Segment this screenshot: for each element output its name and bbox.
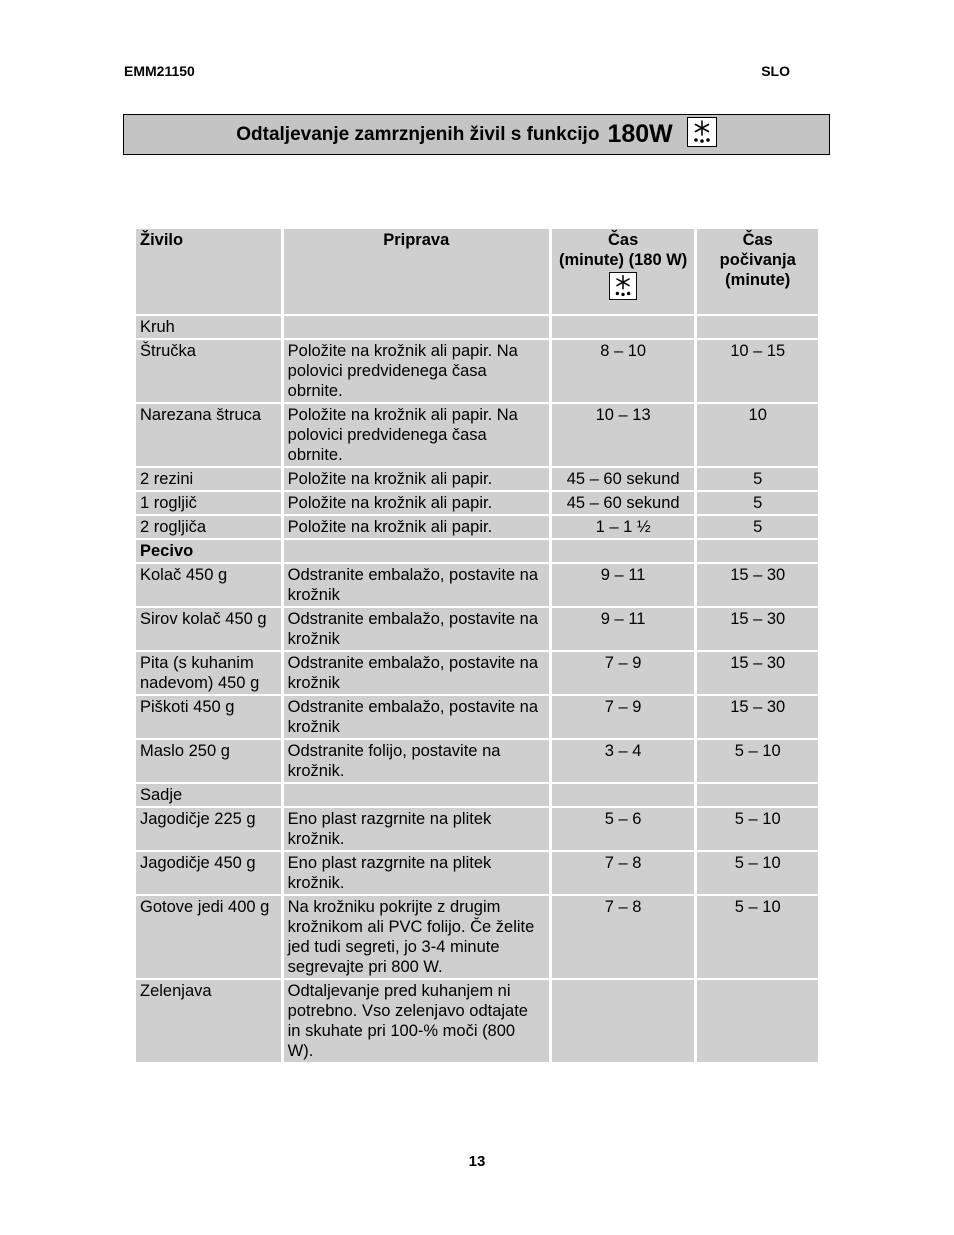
section-title-box xyxy=(123,114,830,155)
cell-food: 2 rezini xyxy=(136,468,281,490)
cell-preparation: Odstranite folijo, postavite na krožnik. xyxy=(284,740,549,782)
cell-time: 3 – 4 xyxy=(552,740,695,782)
cell-food: Pecivo xyxy=(136,540,281,562)
table-header-row xyxy=(136,229,818,314)
cell-preparation: Odstranite embalažo, postavite na krožnik xyxy=(284,608,549,650)
cell-preparation: Položite na krožnik ali papir. xyxy=(284,468,549,490)
cell-food: Kolač 450 g xyxy=(136,564,281,606)
table-row xyxy=(136,852,818,894)
cell-time xyxy=(552,784,695,806)
cell-food: 2 rogljiča xyxy=(136,516,281,538)
cell-preparation xyxy=(284,316,549,338)
cell-time xyxy=(552,980,695,1062)
cell-preparation: Odstranite embalažo, postavite na krožnik xyxy=(284,564,549,606)
cell-rest-time xyxy=(697,980,818,1062)
cell-time xyxy=(552,316,695,338)
column-header-food: Živilo xyxy=(136,229,281,314)
cell-rest-time: 15 – 30 xyxy=(697,564,818,606)
language-code: SLO xyxy=(761,63,790,79)
table-row xyxy=(136,696,818,738)
cell-preparation: Na krožniku pokrijte z drugim krožnikom ali PVC folijo. Če želite jed tudi segreti, jo 3-4 minute segrevajte pri 800 W. xyxy=(284,896,549,978)
cell-preparation: Eno plast razgrnite na plitek krožnik. xyxy=(284,808,549,850)
cell-preparation: Položite na krožnik ali papir. xyxy=(284,516,549,538)
page-number: 13 xyxy=(468,1153,486,1170)
section-title-power: 180W xyxy=(607,120,673,148)
table-row xyxy=(136,740,818,782)
cell-food: Zelenjava xyxy=(136,980,281,1062)
cell-time: 8 – 10 xyxy=(552,340,695,402)
cell-rest-time: 5 – 10 xyxy=(697,808,818,850)
cell-food: Sirov kolač 450 g xyxy=(136,608,281,650)
cell-food: Kruh xyxy=(136,316,281,338)
cell-rest-time: 5 – 10 xyxy=(697,852,818,894)
table-row xyxy=(136,896,818,978)
defrost-icon xyxy=(681,117,717,152)
table-row xyxy=(136,540,818,562)
cell-rest-time: 5 xyxy=(697,492,818,514)
cell-food: Štručka xyxy=(136,340,281,402)
table-row xyxy=(136,516,818,538)
cell-rest-time: 10 – 15 xyxy=(697,340,818,402)
cell-food: 1 rogljič xyxy=(136,492,281,514)
defrost-icon xyxy=(556,272,691,300)
column-header-time-label: Čas (minute) (180 W) xyxy=(558,231,688,269)
column-header-rest-time: Čas počivanja (minute) xyxy=(697,229,818,314)
table-row xyxy=(136,652,818,694)
cell-rest-time: 15 – 30 xyxy=(697,608,818,650)
column-header-time xyxy=(552,229,695,314)
cell-rest-time: 15 – 30 xyxy=(697,652,818,694)
cell-food: Jagodičje 450 g xyxy=(136,852,281,894)
cell-time: 45 – 60 sekund xyxy=(552,492,695,514)
cell-rest-time: 15 – 30 xyxy=(697,696,818,738)
cell-preparation: Položite na krožnik ali papir. xyxy=(284,492,549,514)
table-row xyxy=(136,316,818,338)
cell-time: 7 – 8 xyxy=(552,896,695,978)
section-title: Odtaljevanje zamrznjenih živil s funkcijo xyxy=(236,123,600,145)
cell-time: 9 – 11 xyxy=(552,564,695,606)
cell-time: 1 – 1 ½ xyxy=(552,516,695,538)
cell-food: Maslo 250 g xyxy=(136,740,281,782)
table-row xyxy=(136,340,818,402)
cell-preparation: Odstranite embalažo, postavite na krožnik xyxy=(284,652,549,694)
cell-time: 7 – 9 xyxy=(552,652,695,694)
cell-food: Narezana štruca xyxy=(136,404,281,466)
cell-food: Pita (s kuhanim nadevom) 450 g xyxy=(136,652,281,694)
cell-food: Piškoti 450 g xyxy=(136,696,281,738)
cell-time: 5 – 6 xyxy=(552,808,695,850)
cell-rest-time: 5 – 10 xyxy=(697,740,818,782)
cell-rest-time xyxy=(697,316,818,338)
cell-time: 10 – 13 xyxy=(552,404,695,466)
cell-time: 45 – 60 sekund xyxy=(552,468,695,490)
cell-rest-time: 5 – 10 xyxy=(697,896,818,978)
cell-food: Jagodičje 225 g xyxy=(136,808,281,850)
defrost-table xyxy=(133,227,821,1064)
table-row xyxy=(136,492,818,514)
cell-preparation: Eno plast razgrnite na plitek krožnik. xyxy=(284,852,549,894)
table-row xyxy=(136,404,818,466)
model-number: EMM21150 xyxy=(124,63,195,79)
cell-rest-time: 5 xyxy=(697,468,818,490)
cell-rest-time: 5 xyxy=(697,516,818,538)
table-row xyxy=(136,608,818,650)
cell-food: Sadje xyxy=(136,784,281,806)
table-row xyxy=(136,564,818,606)
cell-preparation xyxy=(284,784,549,806)
cell-time: 9 – 11 xyxy=(552,608,695,650)
cell-preparation xyxy=(284,540,549,562)
cell-time: 7 – 9 xyxy=(552,696,695,738)
table-row xyxy=(136,784,818,806)
table-row xyxy=(136,980,818,1062)
column-header-preparation: Priprava xyxy=(284,229,549,314)
cell-preparation: Odstranite embalažo, postavite na krožnik xyxy=(284,696,549,738)
table-row xyxy=(136,468,818,490)
cell-time: 7 – 8 xyxy=(552,852,695,894)
cell-food: Gotove jedi 400 g xyxy=(136,896,281,978)
cell-preparation: Odtaljevanje pred kuhanjem ni potrebno. Vso zelenjavo odtajate in skuhate pri 100-% moči (800 W). xyxy=(284,980,549,1062)
cell-time xyxy=(552,540,695,562)
table-row xyxy=(136,808,818,850)
cell-rest-time xyxy=(697,784,818,806)
cell-rest-time xyxy=(697,540,818,562)
cell-preparation: Položite na krožnik ali papir. Na polovici predvidenega časa obrnite. xyxy=(284,404,549,466)
cell-preparation: Položite na krožnik ali papir. Na polovici predvidenega časa obrnite. xyxy=(284,340,549,402)
cell-rest-time: 10 xyxy=(697,404,818,466)
